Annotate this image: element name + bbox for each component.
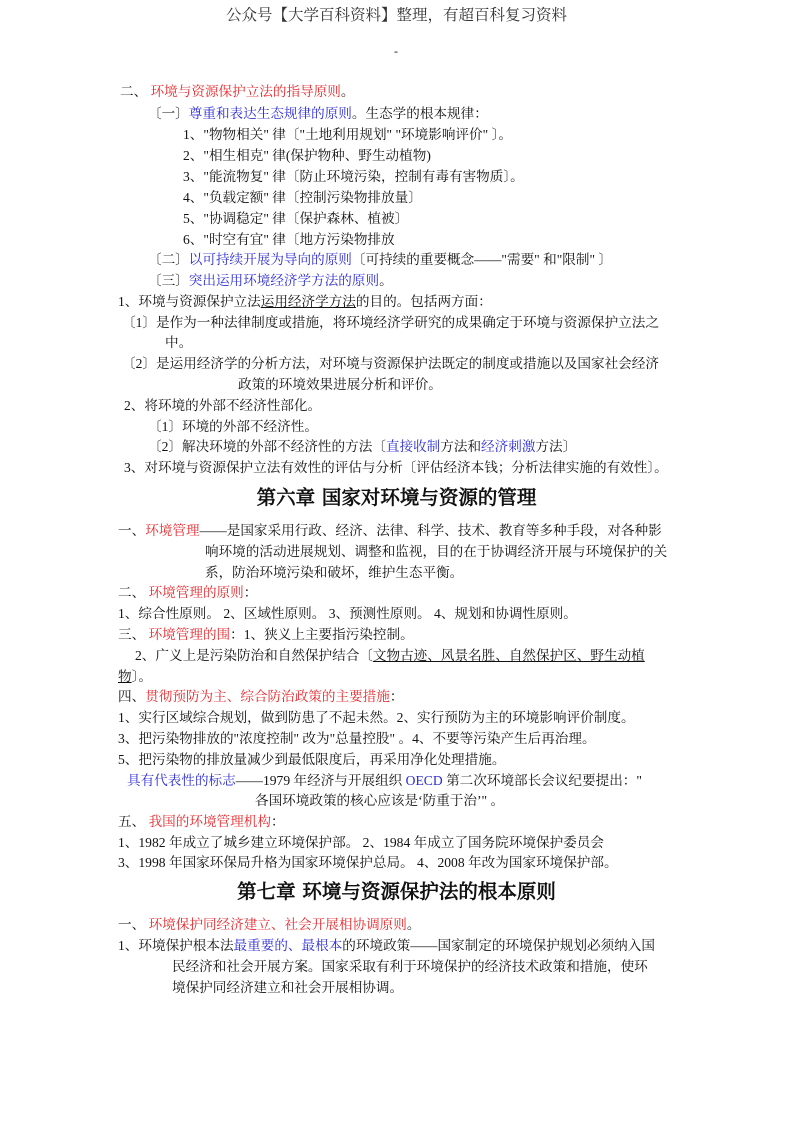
text-line: [124, 459, 668, 477]
text-line: [148, 251, 612, 269]
text-segment: 方法〕: [535, 439, 577, 454]
text-segment: 3、"能流物复" 律〔防止环境污染，控制有毒有害物质〕。: [183, 169, 524, 184]
highlighted-text: 最重要的、最根本: [233, 938, 343, 953]
text-line: [118, 522, 662, 540]
highlighted-text: 环境与资源保护立法的指导原则: [150, 84, 341, 99]
highlighted-text: 直接收制: [385, 439, 441, 454]
highlighted-text: 环境管理: [145, 523, 200, 538]
text-segment: 1、"物物相关" 律〔"土地利用规划" "环境影响评价" 〕。: [183, 127, 512, 142]
text-segment: 〔二〕: [148, 252, 189, 267]
text-segment: 〔1〕是作为一种法律制度或措施，将环境经济学研究的成果确定于环境与资源保护立法之: [122, 315, 659, 330]
highlighted-text: 突出运用环境经济学方法的原则: [188, 273, 380, 288]
highlighted-text: 尊重和表达生态规律的原则: [188, 106, 352, 121]
text-line: [172, 979, 403, 997]
underlined-text: 运用经济学方法: [260, 294, 356, 309]
text-line: [118, 605, 577, 623]
text-line: [127, 772, 642, 790]
text-line: [124, 397, 321, 415]
text-segment: ：: [243, 585, 258, 600]
text-segment: 2、广义上是污染防治和自然保护结合〔: [135, 648, 373, 663]
text-segment: 3、对环境与资源保护立法有效性的评估与分析〔评估经济本钱；分析法律实施的有效性〕。: [124, 460, 668, 475]
text-segment: 3、1998 年国家环保局升格为国家环境保护总局。 4、2008 年改为国家环境保护部。: [118, 855, 618, 870]
highlighted-text: 经济刺激: [481, 439, 536, 454]
text-line: [148, 418, 318, 436]
text-segment: 。: [340, 84, 355, 99]
text-segment: 中。: [165, 335, 193, 350]
text-segment: 〔1〕环境的外部不经济性。: [148, 419, 318, 434]
text-line: [118, 916, 420, 934]
text-line: [165, 334, 192, 352]
text-line: [183, 210, 408, 228]
text-line: [183, 231, 395, 249]
text-segment: ——1979 年经济与开展组织: [235, 773, 406, 788]
text-segment: 2、将环境的外部不经济性部化。: [124, 398, 322, 413]
underlined-text: 文物古迹、风景名胜、自然保护区、野生动植: [372, 648, 645, 663]
underlined-text: 物: [118, 669, 132, 684]
text-segment: 2、"相生相克" 律(保护物种、野生动植物): [183, 148, 431, 163]
text-segment: 响环境的活动进展规划、调整和监视，目的在于协调经济开展与环境保护的关: [205, 544, 668, 559]
text-segment: 1、综合性原则。 2、区域性原则。 3、预测性原则。 4、规划和协调性原则。: [118, 606, 577, 621]
text-line: [118, 626, 414, 644]
text-segment: 1、1982 年成立了城乡建立环境保护部。 2、1984 年成立了国务院环境保护委员会: [118, 835, 604, 850]
text-line: [118, 834, 604, 852]
text-segment: 1、环境与资源保护立法: [118, 294, 261, 309]
text-segment: 。生态学的根本规律：: [351, 106, 488, 121]
text-segment: 三、: [118, 627, 149, 642]
text-segment: 1、环境保护根本法: [118, 938, 234, 953]
text-line: [172, 958, 648, 976]
text-segment: 政策的环境效果进展分析和评价。: [238, 377, 442, 392]
text-line: [122, 355, 659, 373]
text-segment: 〔一〕: [148, 106, 189, 121]
page-mark: -: [394, 44, 398, 58]
text-segment: 。: [406, 917, 421, 932]
text-segment: 五、: [118, 814, 149, 829]
highlighted-text: 以可持续开展为导向的原则: [188, 252, 352, 267]
text-segment: 二、: [120, 84, 151, 99]
text-segment: 各国环境政策的核心应该是‘防重于治’" 。: [255, 793, 505, 808]
text-line: [118, 937, 655, 955]
text-segment: 〔2〕是运用经济学的分析方法，对环境与资源保护法既定的制度或措施以及国家社会经济: [122, 356, 659, 371]
text-line: [205, 543, 667, 561]
text-segment: 一、: [118, 917, 149, 932]
text-segment: 〔可持续的重要概念——"需要" 和"限制" 〕: [351, 252, 612, 267]
text-segment: ：1、狭义上主要指污染控制。: [230, 627, 414, 642]
text-segment: 5、"协调稳定" 律〔保护森林、植被〕: [183, 211, 409, 226]
text-line: [135, 647, 645, 665]
text-line: [118, 709, 635, 727]
text-line: [120, 83, 355, 101]
text-line: [118, 584, 257, 602]
text-segment: 第二次环境部长会议纪要提出：": [442, 773, 642, 788]
text-line: [148, 438, 576, 456]
text-line: [118, 688, 403, 706]
highlighted-text: OECD: [405, 773, 443, 788]
text-segment: 。: [379, 273, 393, 288]
text-segment: 一、: [118, 523, 146, 538]
text-segment: 3、把污染物排放的"浓度控制" 改为"总量控股" 。4、不要等污染产生后再治理。: [118, 731, 596, 746]
text-line: [118, 751, 505, 769]
text-segment: 1、实行区域综合规划，做到防患了不起未然。2、实行预防为主的环境影响评价制度。: [118, 710, 635, 725]
chapter-7-title: 第七章 环境与资源保护法的根本原则: [237, 880, 556, 903]
highlighted-text: 环境管理的围: [148, 627, 231, 642]
text-segment: 系，防治环境污染和破坏，维护生态平衡。: [205, 565, 464, 580]
text-line: [118, 730, 596, 748]
text-line: [118, 813, 285, 831]
text-segment: 4、"负载定额" 律〔控制污染物排放量〕: [183, 190, 422, 205]
text-segment: 〔2〕解决环境的外部不经济性的方法〔: [148, 439, 386, 454]
text-line: [118, 293, 492, 311]
text-segment: 5、把污染物的排放量减少到最低限度后，再采用净化处理措施。: [118, 752, 506, 767]
text-line: [183, 147, 431, 165]
text-segment: 民经济和社会开展方案。国家采取有利于环境保护的经济技术政策和措施，使环: [172, 959, 648, 974]
text-line: [148, 105, 488, 123]
text-segment: 二、: [118, 585, 149, 600]
text-line: [183, 168, 524, 186]
text-line: [255, 792, 504, 810]
text-line: [122, 314, 659, 332]
text-segment: 的目的。包括两方面：: [355, 294, 492, 309]
text-segment: 境保护同经济建立和社会开展相协调。: [172, 980, 404, 995]
highlighted-text: 环境管理的原则: [148, 585, 244, 600]
chapter-6-title: 第六章 国家对环境与资源的管理: [256, 486, 537, 509]
highlighted-text: 具有代表性的标志: [127, 773, 236, 788]
text-line: [118, 668, 152, 686]
text-segment: 四、: [118, 689, 146, 704]
highlighted-text: 我国的环境管理机构: [148, 814, 271, 829]
text-line: [205, 564, 463, 582]
text-line: [183, 126, 512, 144]
text-segment: 的环境政策——国家制定的环境保护规划必须纳入国: [342, 938, 655, 953]
text-segment: ：: [270, 814, 285, 829]
text-segment: ：: [389, 689, 404, 704]
text-segment: 〔三〕: [148, 273, 189, 288]
highlighted-text: 贯彻预防为主、综合防治政策的主要措施: [145, 689, 390, 704]
text-line: [148, 272, 393, 290]
page-header: 公众号【大学百科资料】整理，有超百科复习资料: [225, 7, 567, 24]
text-line: [238, 376, 442, 394]
text-segment: 6、"时空有宜" 律〔地方污染物排放: [183, 232, 395, 247]
text-line: [118, 854, 618, 872]
text-segment: ——是国家采用行政、经济、法律、科学、技术、教育等多种手段，对各种影: [199, 523, 662, 538]
text-segment: 〕。: [131, 669, 152, 684]
highlighted-text: 环境保护同经济建立、社会开展相协调原则: [148, 917, 407, 932]
text-segment: 方法和: [440, 439, 482, 454]
text-line: [183, 189, 422, 207]
